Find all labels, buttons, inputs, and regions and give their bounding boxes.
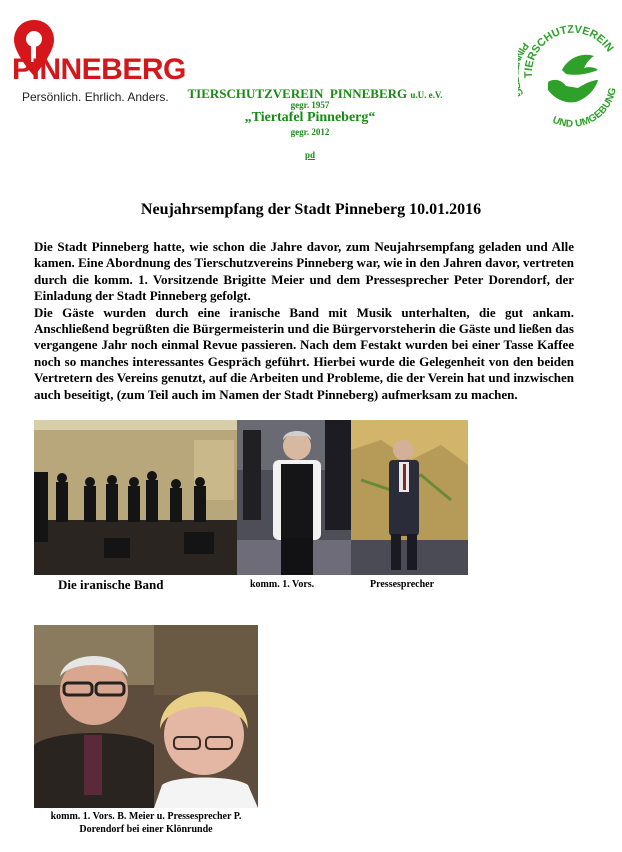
logo-wordmark: PINNEBERG xyxy=(12,53,186,86)
caption-spokesman: Pressesprecher xyxy=(370,579,435,590)
photo-chairwoman xyxy=(237,420,351,575)
founded-2012: gegr. 2012 xyxy=(290,127,330,137)
pd-link[interactable]: pd xyxy=(304,150,315,160)
pinneberg-city-logo xyxy=(12,18,186,104)
logo-tagline: Persönlich. Ehrlich. Anders. xyxy=(22,90,169,104)
logo-ring-left: P xyxy=(518,39,531,53)
tierschutzverein-logo xyxy=(518,18,622,130)
tiertafel-title: „Tiertafel Pinneberg“ xyxy=(244,110,376,125)
org-name: TIERSCHUTZVEREIN PINNEBERG xyxy=(187,86,408,101)
photo-chat-round xyxy=(34,625,258,808)
photo-press-spokesman xyxy=(351,420,468,575)
paragraph-1: Die Stadt Pinneberg hatte, wie schon die Jahre davor, zum Neujahrsempfang geladen und Alle kamen. Eine Abordnung des Tierschutzvereins Pinneberg war, wie in den Jahren davor, vertreten durch die komm. 1. Vorsitzende Brigitte Meier und dem Pressesprecher Peter Dorendorf, der Einladung der Stadt Pinneberg gefolgt. xyxy=(34,239,574,304)
caption-chat-round: komm. 1. Vors. B. Meier u. Pressesprecher P. Dorendorf bei einer Klönrunde xyxy=(50,811,242,835)
article-body xyxy=(34,239,574,403)
caption-chairwoman: komm. 1. Vors. xyxy=(250,579,315,590)
org-suffix: u.U. e.V. xyxy=(410,90,443,100)
paragraph-2: Die Gäste wurden durch eine iranische Band mit Musik unterhalten, die gut ankam. Anschließend begrüßten die Bürgermeisterin und die Bürgervorsteherin die Gäste und ließen das vergangene Jahr noch einmal Revue passieren. Nach dem Festakt wurden bei einer Tasse Kaffee noch so manches interessantes Gespräch geführt. Hierbei wurde die Gelegenheit von den beiden Vertretern des Vereins genutzt, auf die Arbeiten und Probleme, die der Verein hat und inzwischen auch beseitigt, (zum Teil auch im Namen der Stadt Pinneberg) aufmerksam zu machen. xyxy=(34,304,574,402)
article-title: Neujahrsempfang der Stadt Pinneberg 10.01.2016 xyxy=(140,201,482,218)
logo-ring-top: TIERSCHUTZVEREIN xyxy=(522,23,616,79)
dove-hands-icon xyxy=(518,18,622,130)
photo-iranian-band xyxy=(34,420,237,575)
founded-1957: gegr. 1957 xyxy=(290,100,330,110)
caption-band: Die iranische Band xyxy=(58,577,164,592)
logo-ring-bottom: UND UMGEBUNG xyxy=(550,86,619,130)
